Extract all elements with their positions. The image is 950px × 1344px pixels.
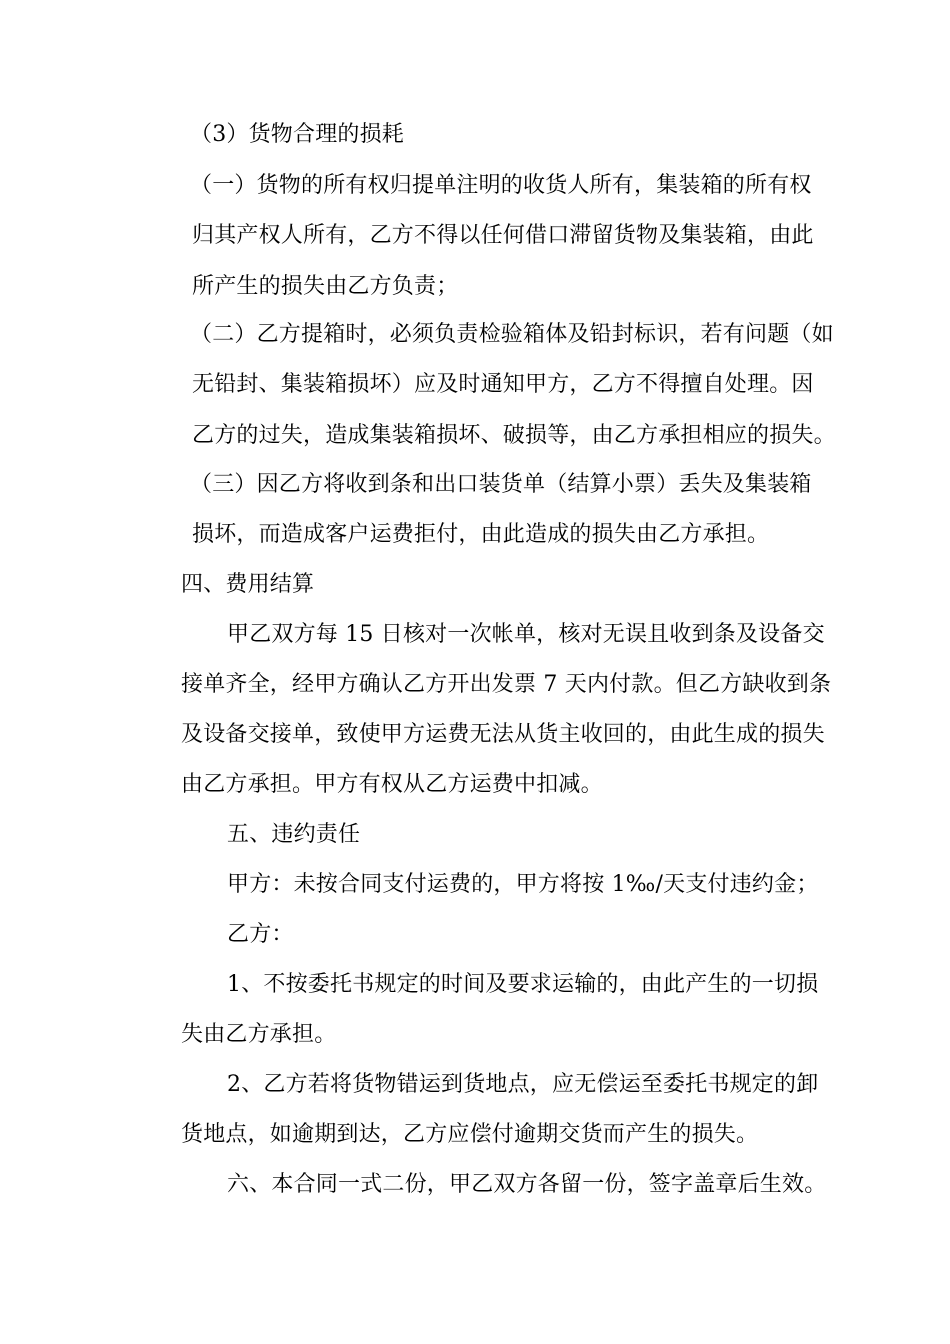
text-line: 无铅封、集装箱损坏）应及时通知甲方，乙方不得擅自处理。因 [192,372,814,397]
text-line: （3）货物合理的损耗 [190,122,404,147]
text-line: 所产生的损失由乙方负责； [192,274,459,299]
text-line: （二）乙方提箱时，必须负责检验箱体及铅封标识，若有问题（如 [190,322,834,347]
text-line: 及设备交接单，致使甲方运费无法从货主收回的，由此生成的损失 [181,722,825,747]
text-line: 由乙方承担。甲方有权从乙方运费中扣减。 [181,772,603,797]
text-line: 乙方： [227,922,294,947]
section-heading: 五、违约责任 [227,822,361,847]
text-line: 接单齐全，经甲方确认乙方开出发票 7 天内付款。但乙方缺收到条 [181,672,832,697]
text-line: 2、乙方若将货物错运到货地点，应无偿运至委托书规定的卸 [227,1072,819,1097]
text-line: 1、不按委托书规定的时间及要求运输的，由此产生的一切损 [227,972,819,997]
text-line: （三）因乙方将收到条和出口装货单（结算小票）丢失及集装箱 [190,472,812,497]
text-line: 乙方的过失，造成集装箱损坏、破损等，由乙方承担相应的损失。 [192,423,836,448]
text-line: 失由乙方承担。 [181,1022,337,1047]
section-heading: 四、费用结算 [181,572,315,597]
text-line: 甲乙双方每 15 日核对一次帐单，核对无误且收到条及设备交 [227,622,825,647]
text-line: 损坏，而造成客户运费拒付，由此造成的损失由乙方承担。 [192,522,770,547]
text-line: 甲方：未按合同支付运费的，甲方将按 1‰/天支付违约金； [227,872,819,897]
section-heading: 六、本合同一式二份，甲乙双方各留一份，签字盖章后生效。 [227,1172,827,1197]
text-line: 归其产权人所有，乙方不得以任何借口滞留货物及集装箱，由此 [192,223,814,248]
text-line: （一）货物的所有权归提单注明的收货人所有，集装箱的所有权 [190,173,812,198]
text-line: 货地点，如逾期到达，乙方应偿付逾期交货而产生的损失。 [181,1122,759,1147]
